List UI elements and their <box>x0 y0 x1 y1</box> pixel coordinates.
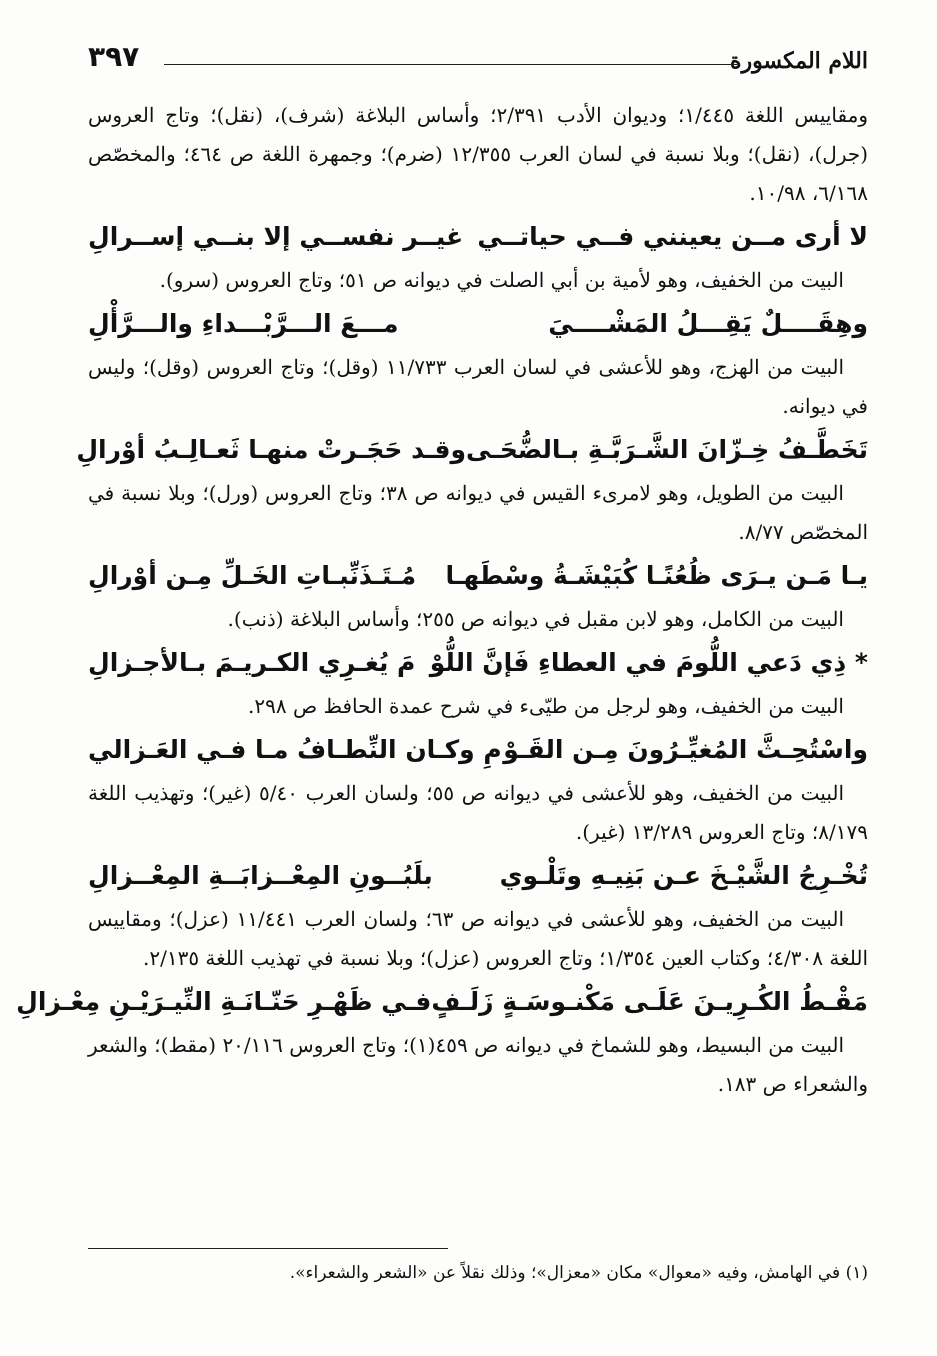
commentary-paragraph: البيت من الهزج، وهو للأعشى في لسان العرب ١١/٧٣٣ (وقل)؛ وتاج العروس (وقل)؛ وليس في ديوانه. <box>88 355 868 418</box>
verse-first-hemistich: تُخْـرِجُ الشَّيْـخَ عـن بَنِيـهِ وتَلْـوي <box>499 861 868 890</box>
header-rule <box>164 64 740 65</box>
verse-second-hemistich: بلَبُــونِ المِعْــزابَــةِ المِعْــزالِ <box>88 861 433 890</box>
verse-line <box>16 978 868 1026</box>
verse-first-hemistich: واسْتُحِـثَّ المُغيِّـرُونَ مِـن القَـوْ <box>503 735 868 764</box>
verse-second-hemistich: مِ وكـان النِّطـافُ مـا فـي العَـزالي <box>88 735 502 764</box>
verse-first-hemistich: مَقْـطُ الكُـرِيـنَ عَلَـى مَكْنـوسَـةٍ زَلَـفٍ <box>431 987 868 1016</box>
verse-second-hemistich: فـي ظَهْـرِ حَنّـانَـةِ النِّيـرَيْـنِ مِعْـزالِ <box>16 987 432 1016</box>
page-number: ٣٩٧ <box>88 40 140 73</box>
verse-first-hemistich: يـا مَـن يـرَى ظُعُنًـا كُبَيْشَـةُ وسْطَهـا <box>445 561 868 590</box>
verse-second-hemistich: مـــعَ الـــرَّبْـــداءِ والـــرَّأْلِ <box>88 309 399 338</box>
verse-line <box>88 552 868 600</box>
commentary-paragraph: البيت من الطويل، وهو لامرىء القيس في ديوانه ص ٣٨؛ وتاج العروس (ورل)؛ وبلا نسبة في المخصّص ٨/٧٧. <box>88 481 868 544</box>
verse-first-hemistich: تَخَطَّـفُ خِـزّانَ الشَّـرَبَّـةِ بـالضُّحَـى <box>466 435 868 464</box>
verse-second-hemistich: وقـد حَجَـرتْ منهـا ثَعـالِـبُ أوْرالِ <box>76 435 466 464</box>
page-body <box>16 96 869 1104</box>
verse-line <box>88 213 868 261</box>
footnote-separator <box>88 1248 448 1249</box>
verse-first-hemistich: * ذِي دَعي اللُّومَ في العطاءِ فَإنَّ اللُّوْ <box>429 648 868 677</box>
commentary-paragraph: ومقاييس اللغة ١/٤٤٥؛ وديوان الأدب ٢/٣٩١؛ وأساس البلاغة (شرف)، (نقل)؛ وتاج العروس (جرل)، (نقل)؛ وبلا نسبة في لسان العرب ١٢/٣٥٥ (ضرم)؛ وجمهرة اللغة ص ٤٦٤؛ والمخصّص ٦/١٦٨، ١٠/٩٨. <box>88 103 869 205</box>
verse-line <box>88 726 868 774</box>
running-header <box>88 38 868 82</box>
verse-line <box>76 426 868 474</box>
chapter-title: اللام المكسورة <box>729 48 868 74</box>
commentary-paragraph: البيت من الخفيف، وهو لأمية بن أبي الصلت في ديوانه ص ٥١؛ وتاج العروس (سرو). <box>159 268 844 292</box>
verse-first-hemistich: لا أرى مــن يعينني فــي حياتــي <box>477 222 868 251</box>
verse-line <box>88 300 868 348</box>
footnote: (١) في الهامش، وفيه «معوال» مكان «معزال»؛ وذلك نقلاً عن «الشعر والشعراء». <box>289 1263 868 1283</box>
commentary-paragraph: البيت من البسيط، وهو للشماخ في ديوانه ص ٤٥٩(١)؛ وتاج العروس ٢٠/١١٦ (مقط)؛ والشعر والشعراء ص ١٨٣. <box>88 1033 868 1096</box>
verse-line <box>88 639 868 687</box>
verse-line <box>88 852 868 900</box>
book-page <box>16 38 869 1338</box>
verse-second-hemistich: مُـتَـذَنِّبـاتِ الخَـلِّ مِـن أوْرالِ <box>88 561 417 590</box>
commentary-paragraph: البيت من الخفيف، وهو لرجل من طيّىء في شرح عمدة الحافظ ص ٢٩٨. <box>248 694 844 718</box>
commentary-paragraph: البيت من الكامل، وهو لابن مقبل في ديوانه ص ٢٥٥؛ وأساس البلاغة (ذنب). <box>227 607 844 631</box>
commentary-paragraph: البيت من الخفيف، وهو للأعشى في ديوانه ص ٦٣؛ ولسان العرب ١١/٤٤١ (عزل)؛ ومقاييس اللغة ٤/٣٠٨؛ وكتاب العين ١/٣٥٤؛ وتاج العروس (عزل)؛ وبلا نسبة في تهذيب اللغة ٢/١٣٥. <box>88 907 868 970</box>
verse-second-hemistich: مَ يُغـرِي الكـريـمَ بـالأجـزالِ <box>88 648 416 677</box>
verse-second-hemistich: غيــر نفســي إلا بنــي إســرالِ <box>88 222 464 251</box>
commentary-paragraph: البيت من الخفيف، وهو للأعشى في ديوانه ص ٥٥؛ ولسان العرب ٥/٤٠ (غير)؛ وتهذيب اللغة ٨/١٧٩؛ وتاج العروس ١٣/٢٨٩ (غير). <box>88 781 868 844</box>
verse-first-hemistich: وهِقَــــلٌ يَقِـــلُ المَشْــــيَ <box>548 309 868 338</box>
